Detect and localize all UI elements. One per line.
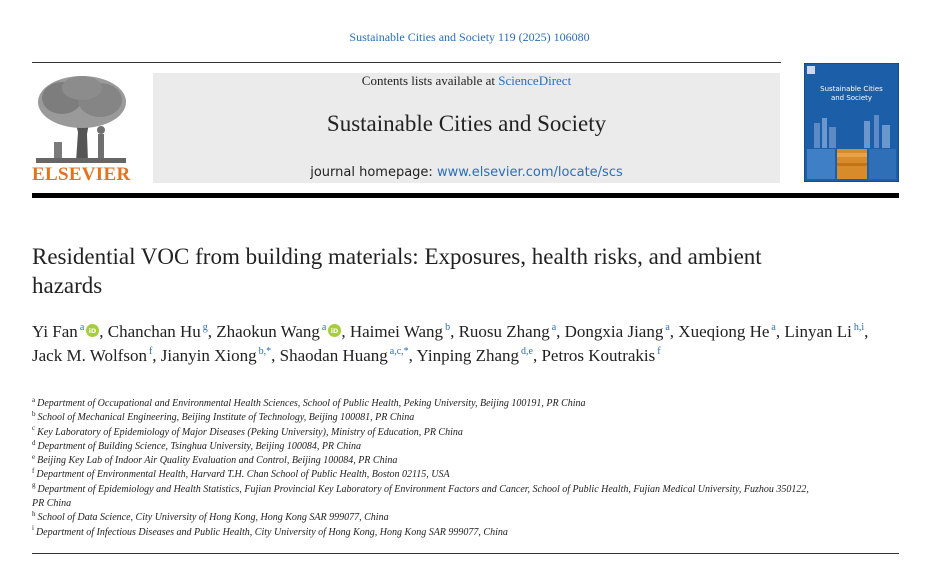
author-name[interactable]: Chanchan Hu [107,322,201,341]
affiliation-text: School of Mechanical Engineering, Beijing Institute of Technology, Beijing 100081, PR China [37,412,415,424]
affiliation-letter: g [32,481,36,490]
author-name[interactable]: Jack M. Wolfson [32,346,147,365]
affiliation-text: School of Data Science, City University of Hong Kong, Hong Kong SAR 999077, China [37,512,389,524]
elsevier-wordmark: ELSEVIER [32,164,131,185]
affiliation-letter: d [32,438,36,447]
author-separator: , [152,346,157,365]
svg-text:iD: iD [88,326,97,335]
author-name[interactable]: Yi Fan [32,322,78,341]
author-separator: , [864,322,869,341]
author[interactable] [565,322,674,341]
author-separator: , [271,346,276,365]
author-affiliation-sup[interactable]: d,e [521,346,533,358]
homepage-prefix: journal homepage: [310,165,433,180]
author-list [32,320,882,368]
cover-title-line2: and Society [830,94,873,102]
header-thick-rule [32,193,899,198]
author-separator: , [556,322,561,341]
author[interactable] [32,346,157,365]
affiliation-letter: c [32,424,36,433]
author-name[interactable]: Linyan Li [784,322,852,341]
affiliation-item [32,397,822,411]
affiliation-item [32,468,822,482]
homepage-line [153,165,780,180]
affiliation-letter: a [32,395,36,404]
journal-cover-image [804,63,899,182]
affiliation-text: Department of Infectious Diseases and Public Health, City University of Hong Kong, Hong Kong SAR 999077, China [35,526,508,538]
affiliation-text: Department of Epidemiology and Health Statistics, Fujian Provincial Key Laboratory of Environment Factors and Cancer, School of Public Health, Fujian Medical University, Fuzhou 350122, PR China [32,483,809,510]
affiliation-letter: b [32,409,36,418]
author-name[interactable]: Haimei Wang [349,322,444,341]
author-separator: , [775,322,781,341]
author-affiliation-sup[interactable]: f [657,346,661,358]
author[interactable] [32,322,104,341]
elsevier-logo[interactable] [32,72,130,184]
affiliation-text: Department of Building Science, Tsinghua University, Beijing 100084, PR China [37,440,361,452]
affiliation-item [32,454,822,468]
author-affiliation-sup[interactable]: h,i [853,322,865,334]
author-affiliation-sup[interactable]: b,* [258,346,272,358]
journal-title: Sustainable Cities and Society [326,111,607,136]
affiliation-list [32,397,822,540]
journal-reference[interactable]: Sustainable Cities and Society 119 (2025) 106080 [349,30,590,44]
affiliation-text: Key Laboratory of Epidemiology of Major Diseases (Peking University), Ministry of Education, PR China [37,426,463,438]
author-affiliation-sup[interactable]: a [79,322,85,334]
author-affiliation-sup[interactable]: a [665,322,670,334]
author[interactable] [350,322,454,341]
author-separator: , [341,322,346,341]
author[interactable] [161,346,276,365]
author-separator: , [669,322,675,341]
affiliation-item [32,511,822,525]
author-affiliation-sup[interactable]: a [551,322,557,334]
affiliation-letter: h [32,510,36,519]
header-top-rule [32,62,781,63]
article-title: Residential VOC from building materials: Exposures, health risks, and ambient hazards [32,244,762,298]
contents-line [153,73,780,89]
author[interactable] [108,322,212,341]
author[interactable] [678,322,780,341]
contents-prefix: Contents lists available at [361,73,496,88]
author-separator: , [532,346,538,365]
author-name[interactable]: Dongxia Jiang [564,322,664,341]
affiliation-letter: i [32,524,34,533]
author-name[interactable]: Petros Koutrakis [541,346,656,365]
author-name[interactable]: Jianyin Xiong [160,346,257,365]
journal-header-banner [153,73,780,183]
author-separator: , [450,322,455,341]
affiliation-item [32,411,822,425]
author-affiliation-sup[interactable]: a [321,322,327,334]
affiliation-item [32,426,822,440]
affiliation-letter: e [32,452,36,461]
bottom-rule [32,553,899,554]
author[interactable] [541,346,660,365]
author[interactable] [417,346,538,365]
author[interactable] [784,322,868,341]
author-affiliation-sup[interactable]: a [771,322,776,334]
author-affiliation-sup[interactable]: f [148,346,153,358]
journal-cover[interactable] [804,63,899,182]
author-name[interactable]: Ruosu Zhang [458,322,550,341]
affiliation-text: Beijing Key Lab of Indoor Air Quality Evaluation and Control, Beijing 100084, PR China [37,455,398,467]
affiliation-text: Department of Occupational and Environmental Health Sciences, School of Public Health, Peking University, Beijing 100191, PR China [37,398,586,409]
journal-homepage-link[interactable]: www.elsevier.com/locate/scs [436,165,623,180]
author-affiliation-sup[interactable]: a,c,* [389,346,409,358]
svg-text:iD: iD [331,326,339,335]
author[interactable] [216,322,345,341]
author-name[interactable]: Shaodan Huang [279,346,388,365]
affiliation-item [32,483,822,512]
affiliation-letter: f [32,467,35,476]
author-name[interactable]: Xueqiong He [678,322,770,341]
author-separator: , [207,322,213,341]
author-name[interactable]: Yinping Zhang [416,346,520,365]
cover-title-line1: Sustainable Cities [820,85,883,93]
author-separator: , [99,322,104,341]
orcid-icon[interactable] [328,320,341,344]
affiliation-item [32,440,822,454]
orcid-icon[interactable] [86,320,99,344]
author-affiliation-sup[interactable]: b [445,322,451,334]
author-name[interactable]: Zhaokun Wang [216,322,320,341]
author[interactable] [280,346,413,365]
author[interactable] [459,322,561,341]
author-separator: , [408,346,413,365]
sciencedirect-link[interactable]: ScienceDirect [498,73,572,88]
author-affiliation-sup[interactable]: g [202,322,208,334]
affiliation-text: Department of Environmental Health, Harvard T.H. Chan School of Public Health, Boston 02115, USA [36,469,450,481]
affiliation-item [32,526,822,540]
